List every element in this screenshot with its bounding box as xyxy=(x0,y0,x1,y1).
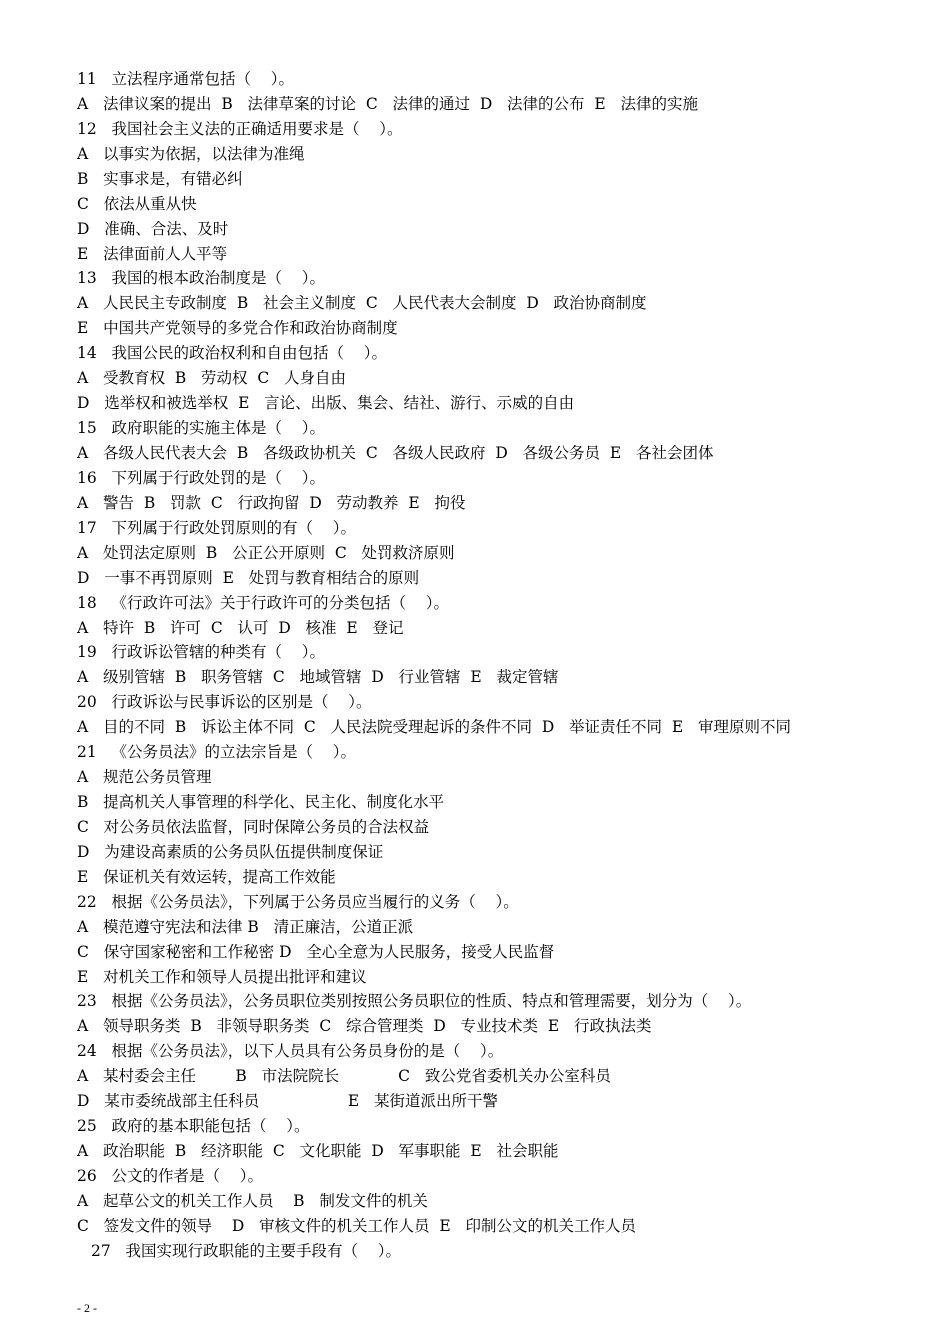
question-line: 24 根据《公务员法》，以下人员具有公务员身份的是（ ）。 xyxy=(77,1042,504,1061)
option-line: A 以事实为依据，以法律为准绳 xyxy=(77,144,305,163)
question-line: 26 公文的作者是（ ）。 xyxy=(77,1166,263,1185)
option-line: A 各级人民代表大会 B 各级政协机关 C 各级人民政府 D 各级公务员 E 各社会团体 xyxy=(77,443,714,462)
question-line: 13 我国的根本政治制度是（ ）。 xyxy=(77,269,325,288)
option-line: A 目的不同 B 诉讼主体不同 C 人民法院受理起诉的条件不同 D 举证责任不同 E 审理原则不同 xyxy=(77,718,792,737)
option-line: D 某市委统战部主任科员 E 某街道派出所干警 xyxy=(77,1092,498,1111)
option-line: C 保守国家秘密和工作秘密 D 全心全意为人民服务，接受人民监督 xyxy=(77,942,555,961)
question-line: 16 下列属于行政处罚的是（ ）。 xyxy=(77,468,325,487)
question-line: 14 我国公民的政治权利和自由包括（ ）。 xyxy=(77,344,387,363)
option-line: E 中国共产党领导的多党合作和政治协商制度 xyxy=(77,319,398,338)
option-line: E 法律面前人人平等 xyxy=(77,244,228,263)
option-line: A 特许 B 许可 C 认可 D 核准 E 登记 xyxy=(77,618,404,637)
question-line: 25 政府的基本职能包括（ ）。 xyxy=(77,1117,310,1136)
option-line: A 起草公文的机关工作人员 B 制发文件的机关 xyxy=(77,1191,428,1210)
option-line: A 人民民主专政制度 B 社会主义制度 C 人民代表大会制度 D 政治协商制度 xyxy=(77,294,647,313)
question-line: 20 行政诉讼与民事诉讼的区别是（ ）。 xyxy=(77,693,372,712)
option-line: E 保证机关有效运转，提高工作效能 xyxy=(77,867,336,886)
question-line: 21 《公务员法》的立法宗旨是（ ）。 xyxy=(77,743,356,762)
option-line: A 受教育权 B 劳动权 C 人身自由 xyxy=(77,369,346,388)
option-line: E 对机关工作和领导人员提出批评和建议 xyxy=(77,967,367,986)
option-line: C 依法从重从快 xyxy=(77,194,197,213)
option-line: A 某村委会主任 B 市法院院长 C 致公党省委机关办公室科员 xyxy=(77,1067,611,1086)
option-line: A 规范公务员管理 xyxy=(77,768,212,786)
option-line: C 对公务员依法监督，同时保障公务员的合法权益 xyxy=(77,817,430,836)
option-line: B 实事求是，有错必纠 xyxy=(77,169,243,188)
option-line: B 提高机关人事管理的科学化、民主化、制度化水平 xyxy=(77,793,445,811)
question-line: 19 行政诉讼管辖的种类有（ ）。 xyxy=(77,643,325,662)
question-line: 22 根据《公务员法》，下列属于公务员应当履行的义务（ ）。 xyxy=(77,892,519,911)
question-line: 11 立法程序通常包括（ ）。 xyxy=(77,70,294,88)
option-line: D 选举权和被选举权 E 言论、出版、集会、结社、游行、示威的自由 xyxy=(77,394,575,413)
option-line: C 签发文件的领导 D 审核文件的机关工作人员 E 印制公文的机关工作人员 xyxy=(77,1216,637,1235)
question-line: 27 我国实现行政职能的主要手段有（ ）。 xyxy=(91,1241,401,1260)
question-line: 12 我国社会主义法的正确适用要求是（ ）。 xyxy=(77,119,403,138)
question-line: 23 根据《公务员法》，公务员职位类别按照公务员职位的性质、特点和管理需要，划分为（ ）。 xyxy=(77,992,752,1011)
option-line: A 处罚法定原则 B 公正公开原则 C 处罚救济原则 xyxy=(77,543,455,562)
option-line: A 模范遵守宪法和法律 B 清正廉洁，公道正派 xyxy=(77,917,414,936)
option-line: A 领导职务类 B 非领导职务类 C 综合管理类 D 专业技术类 E 行政执法类 xyxy=(77,1017,652,1036)
option-line: D 为建设高素质的公务员队伍提供制度保证 xyxy=(77,842,384,861)
option-line: D 一事不再罚原则 E 处罚与教育相结合的原则 xyxy=(77,568,420,587)
question-line: 18 《行政许可法》关于行政许可的分类包括（ ）。 xyxy=(77,593,449,612)
option-line: A 政治职能 B 经济职能 C 文化职能 D 军事职能 E 社会职能 xyxy=(77,1142,559,1160)
option-line: A 法律议案的提出 B 法律草案的讨论 C 法律的通过 D 法律的公布 E 法律的实施 xyxy=(77,94,699,113)
page-number: - 2 - xyxy=(77,1301,97,1315)
question-line: 17 下列属于行政处罚原则的有（ ）。 xyxy=(77,518,356,537)
option-line: A 级别管辖 B 职务管辖 C 地域管辖 D 行业管辖 E 裁定管辖 xyxy=(77,668,559,687)
option-line: A 警告 B 罚款 C 行政拘留 D 劳动教养 E 拘役 xyxy=(77,493,466,512)
option-line: D 准确、合法、及时 xyxy=(77,219,229,238)
question-line: 15 政府职能的实施主体是（ ）。 xyxy=(77,419,325,437)
